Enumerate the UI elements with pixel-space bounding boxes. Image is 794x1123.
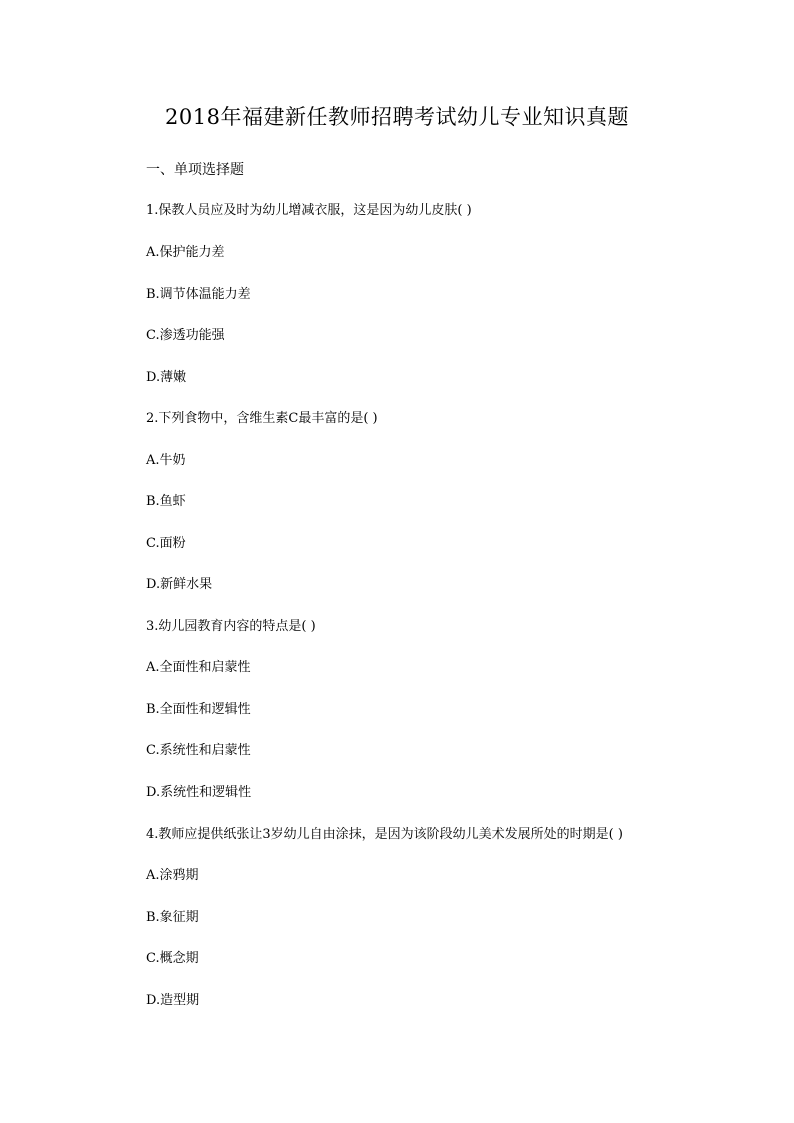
option-a: A.牛奶 [146,453,186,468]
question-stem: 2.下列食物中，含维生素C最丰富的是( ) [146,411,378,426]
option-d: D.系统性和逻辑性 [146,785,252,800]
option-d: D.新鲜水果 [146,577,213,592]
option-d: D.薄嫩 [146,370,187,385]
question-stem: 3.幼儿园教育内容的特点是( ) [146,619,316,634]
option-b: B.调节体温能力差 [146,287,251,302]
section-heading: 一、单项选择题 [146,162,244,178]
option-c: C.面粉 [146,536,186,551]
question-stem: 4.教师应提供纸张让3岁幼儿自由涂抹，是因为该阶段幼儿美术发展所处的时期是( ) [146,827,623,842]
option-b: B.全面性和逻辑性 [146,702,251,717]
option-c: C.系统性和启蒙性 [146,743,251,758]
option-c: C.概念期 [146,951,199,966]
option-a: A.涂鸦期 [146,868,199,883]
question-stem: 1.保教人员应及时为幼儿增减衣服，这是因为幼儿皮肤( ) [146,203,472,218]
page-title: 2018年福建新任教师招聘考试幼儿专业知识真题 [165,105,629,129]
option-c: C.渗透功能强 [146,328,225,343]
option-d: D.造型期 [146,993,200,1008]
option-b: B.鱼虾 [146,494,186,509]
option-a: A.全面性和启蒙性 [146,660,251,675]
option-b: B.象征期 [146,910,199,925]
option-a: A.保护能力差 [146,245,225,260]
